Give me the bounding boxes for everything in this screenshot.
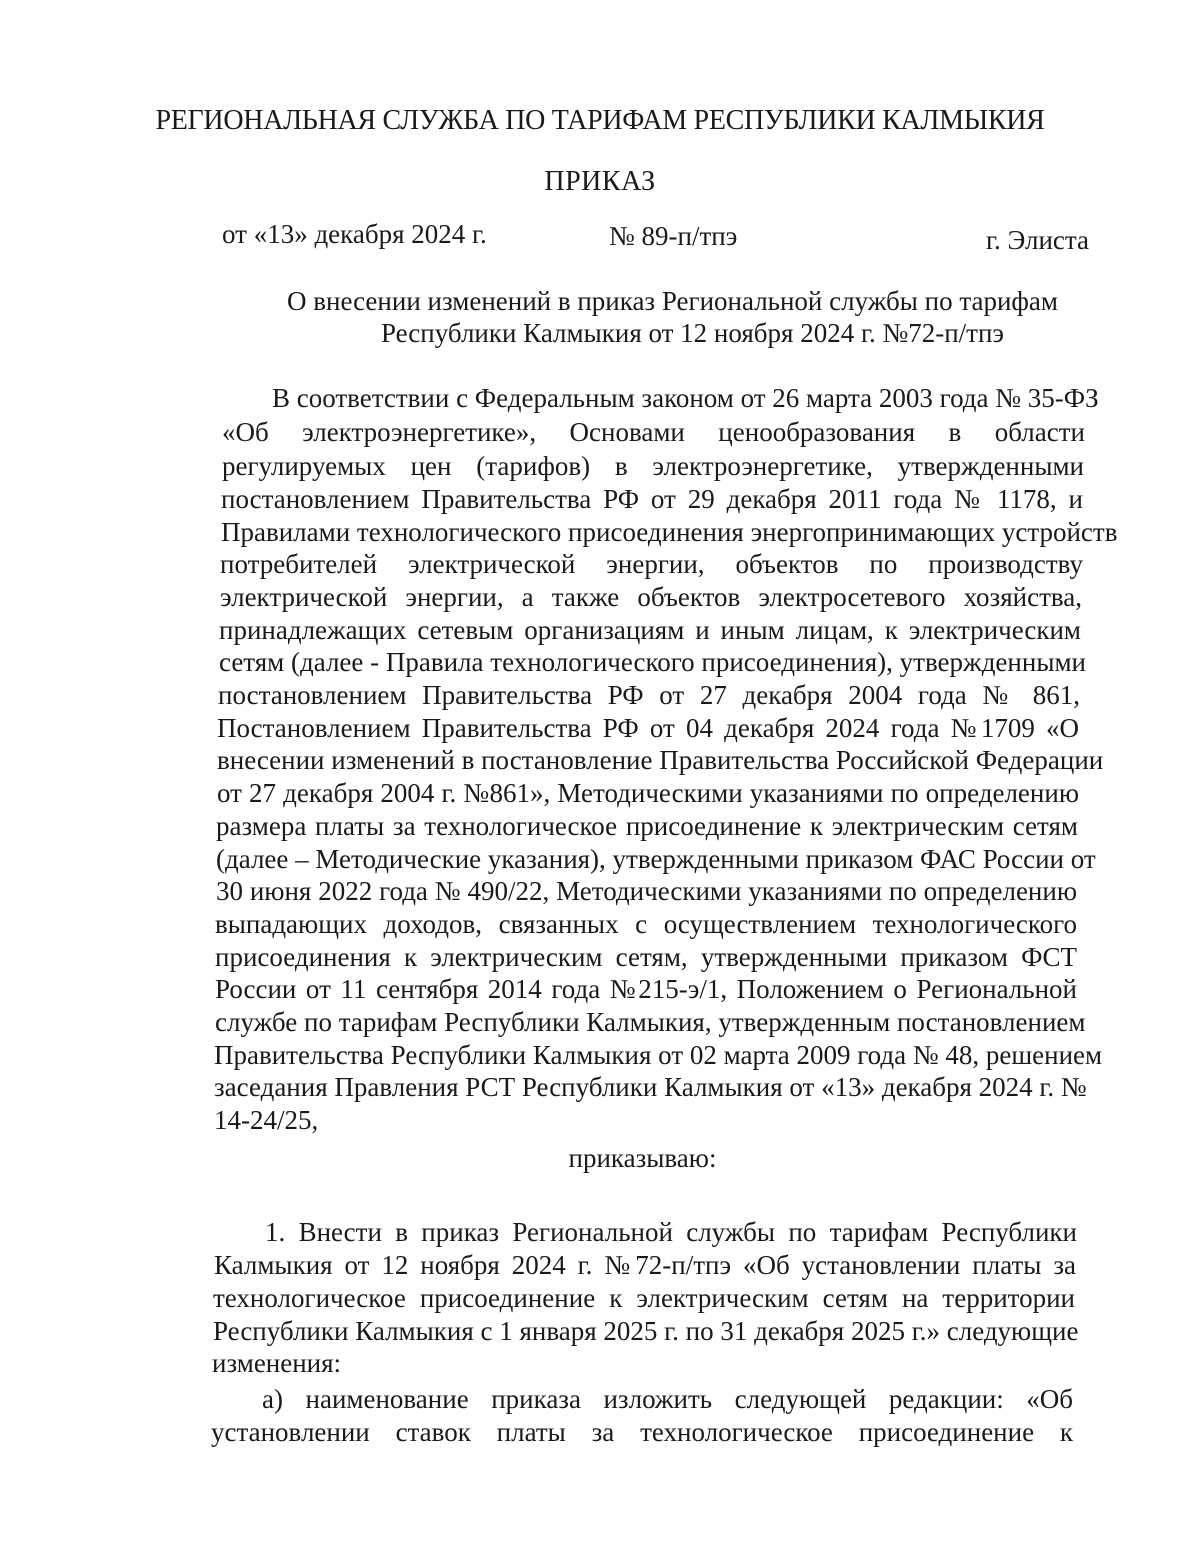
preamble-line: сетям (далее - Правила технологического присоединения), утвержденными (219, 647, 1086, 677)
preamble-line: принадлежащих сетевым организациям и иным лицам, к электрическим (219, 615, 1081, 645)
preamble-line: от 27 декабря 2004 г. №861», Методическими указаниями по определению (217, 778, 1079, 808)
item-1-line: изменения: (212, 1348, 342, 1378)
order-city: г. Элиста (986, 225, 1090, 255)
subject-line: О внесении изменений в приказ Региональной службы по тарифам (287, 286, 1058, 316)
preamble-line: выпадающих доходов, связанных с осуществлением технологического (215, 909, 1077, 939)
preamble-line: присоединения к электрическим сетям, утвержденными приказом ФСТ (215, 942, 1077, 972)
item-1a-line: а) наименование приказа изложить следующей редакции: «Об (262, 1384, 1073, 1414)
item-1a-line: установлении ставок платы за технологическое присоединение к (211, 1417, 1073, 1447)
preamble-line: электрической энергии, а также объектов электросетевого хозяйства, (220, 582, 1082, 612)
preamble-line: 30 июня 2022 года № 490/22, Методическими указаниями по определению (216, 876, 1077, 906)
preamble-line: службе по тарифам Республики Калмыкия, утвержденным постановлением (215, 1007, 1086, 1037)
preamble-line: постановлением Правительства РФ от 29 декабря 2011 года № 1178, и (221, 484, 1083, 514)
preamble-line: 14-24/25, (214, 1105, 319, 1135)
preamble-line: Правительства Республики Калмыкия от 02 марта 2009 года № 48, решением (214, 1040, 1103, 1070)
preamble-line: В соответствии с Федеральным законом от 26 марта 2003 года № 35-ФЗ (272, 383, 1099, 413)
preamble-line: размера платы за технологическое присоединение к электрическим сетям (216, 811, 1078, 841)
preamble-line: заседания Правления РСТ Республики Калмыкия от «13» декабря 2024 г. № (214, 1072, 1087, 1102)
order-date: от «13» декабря 2024 г. (222, 219, 487, 249)
preamble-line: регулируемых цен (тарифов) в электроэнергетике, утвержденными (222, 451, 1084, 481)
subject-line: Республики Калмыкия от 12 ноября 2024 г. №72-п/тпэ (380, 318, 1005, 348)
item-1-line: Республики Калмыкия с 1 января 2025 г. по 31 декабря 2025 г.» следующие (213, 1316, 1079, 1346)
preamble-line: (далее – Методические указания), утвержденными приказом ФАС России от (216, 844, 1096, 874)
preamble-line: России от 11 сентября 2014 года №215-э/1, Положением о Региональной (215, 974, 1077, 1004)
order-number: № 89-п/тпэ (609, 221, 738, 251)
preamble-line: постановлением Правительства РФ от 27 декабря 2004 года № 861, (218, 680, 1080, 710)
item-1-line: технологическое присоединение к электрическим сетям на территории (213, 1283, 1075, 1313)
preamble-line: Правилами технологического присоединения энергопринимающих устройств (221, 517, 1118, 547)
preamble-line: Постановлением Правительства РФ от 04 декабря 2024 года №1709 «О (217, 713, 1079, 743)
document-type: ПРИКАЗ (544, 166, 656, 197)
item-1-line: Калмыкия от 12 ноября 2024 г. №72-п/тпэ «Об установлении платы за (214, 1250, 1076, 1280)
preamble-line: потребителей электрической энергии, объектов по производству (220, 549, 1083, 579)
organization-heading: РЕГИОНАЛЬНАЯ СЛУЖБА ПО ТАРИФАМ РЕСПУБЛИКИ КАЛМЫКИЯ (155, 105, 1045, 136)
item-1-line: 1. Внести в приказ Региональной службы по тарифам Республики (265, 1217, 1077, 1247)
preamble-line: внесении изменений в постановление Правительства Российской Федерации (217, 745, 1104, 775)
preamble-line: «Об электроэнергетике», Основами ценообразования в области (222, 417, 1085, 447)
command-word: приказываю: (568, 1143, 717, 1173)
